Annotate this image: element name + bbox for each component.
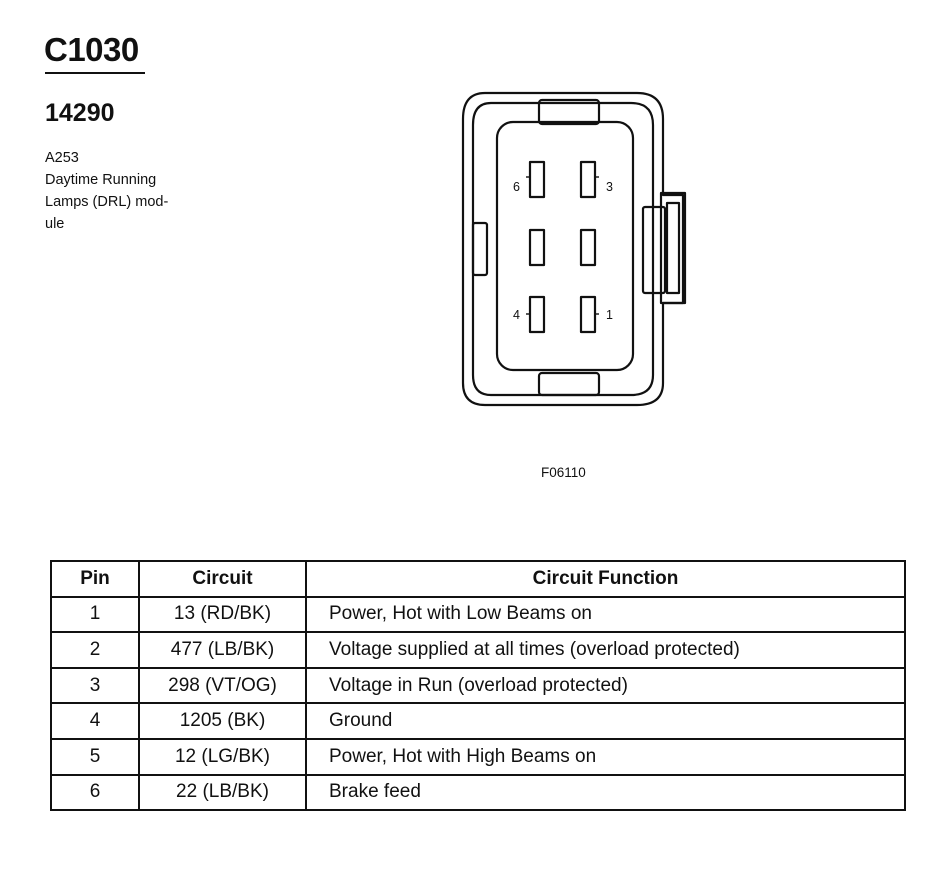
pin-3-terminal — [581, 162, 595, 197]
pin-3-label: 3 — [606, 180, 613, 194]
lock-inner — [667, 203, 679, 293]
circuit-cell: 477 (LB/BK) — [139, 632, 306, 668]
column-header-pin: Pin — [51, 561, 139, 597]
circuit-cell: 298 (VT/OG) — [139, 668, 306, 704]
connector-middle-shell — [473, 103, 653, 395]
part-number: 14290 — [45, 99, 115, 127]
function-cell: Power, Hot with High Beams on — [306, 739, 905, 775]
table-row — [51, 703, 905, 739]
pin-5-terminal — [530, 230, 544, 265]
pin-cell: 5 — [51, 739, 139, 775]
circuit-cell: 1205 (BK) — [139, 703, 306, 739]
table-row — [51, 775, 905, 811]
pinout-table — [50, 560, 906, 811]
bottom-latch-tab — [539, 373, 599, 395]
left-side-rib — [473, 223, 487, 275]
connector-id: C1030 — [44, 31, 139, 68]
table-row — [51, 632, 905, 668]
circuit-cell: 13 (RD/BK) — [139, 597, 306, 633]
function-cell: Voltage in Run (overload protected) — [306, 668, 905, 704]
connector-id-underline — [45, 72, 145, 74]
pin-6-label: 6 — [513, 180, 520, 194]
table-row — [51, 739, 905, 775]
pin-4-terminal — [530, 297, 544, 332]
component-line: A253 — [45, 150, 79, 166]
component-line: Daytime Running — [45, 172, 157, 188]
circuit-cell: 12 (LG/BK) — [139, 739, 306, 775]
table-row — [51, 668, 905, 704]
pin-1-label: 1 — [606, 308, 613, 322]
component-line: ule — [45, 216, 65, 232]
pin-cell: 4 — [51, 703, 139, 739]
connector-inner-cavity — [497, 122, 633, 370]
table-header-row — [51, 561, 905, 597]
function-cell: Ground — [306, 703, 905, 739]
column-header-function: Circuit Function — [306, 561, 905, 597]
pin-cell: 2 — [51, 632, 139, 668]
pin-2-terminal — [581, 230, 595, 265]
component-line: Lamps (DRL) mod- — [45, 194, 169, 210]
column-header-circuit: Circuit — [139, 561, 306, 597]
pin-cell: 6 — [51, 775, 139, 811]
circuit-cell: 22 (LB/BK) — [139, 775, 306, 811]
pin-cell: 1 — [51, 597, 139, 633]
pin-4-label: 4 — [513, 308, 520, 322]
function-cell: Brake feed — [306, 775, 905, 811]
function-cell: Voltage supplied at all times (overload protected) — [306, 632, 905, 668]
function-cell: Power, Hot with Low Beams on — [306, 597, 905, 633]
pin-6-terminal — [530, 162, 544, 197]
figure-id: F06110 — [541, 465, 586, 480]
pin-1-terminal — [581, 297, 595, 332]
connector-face-diagram — [455, 85, 695, 415]
pin-cell: 3 — [51, 668, 139, 704]
table-row — [51, 597, 905, 633]
component-description — [45, 147, 195, 235]
